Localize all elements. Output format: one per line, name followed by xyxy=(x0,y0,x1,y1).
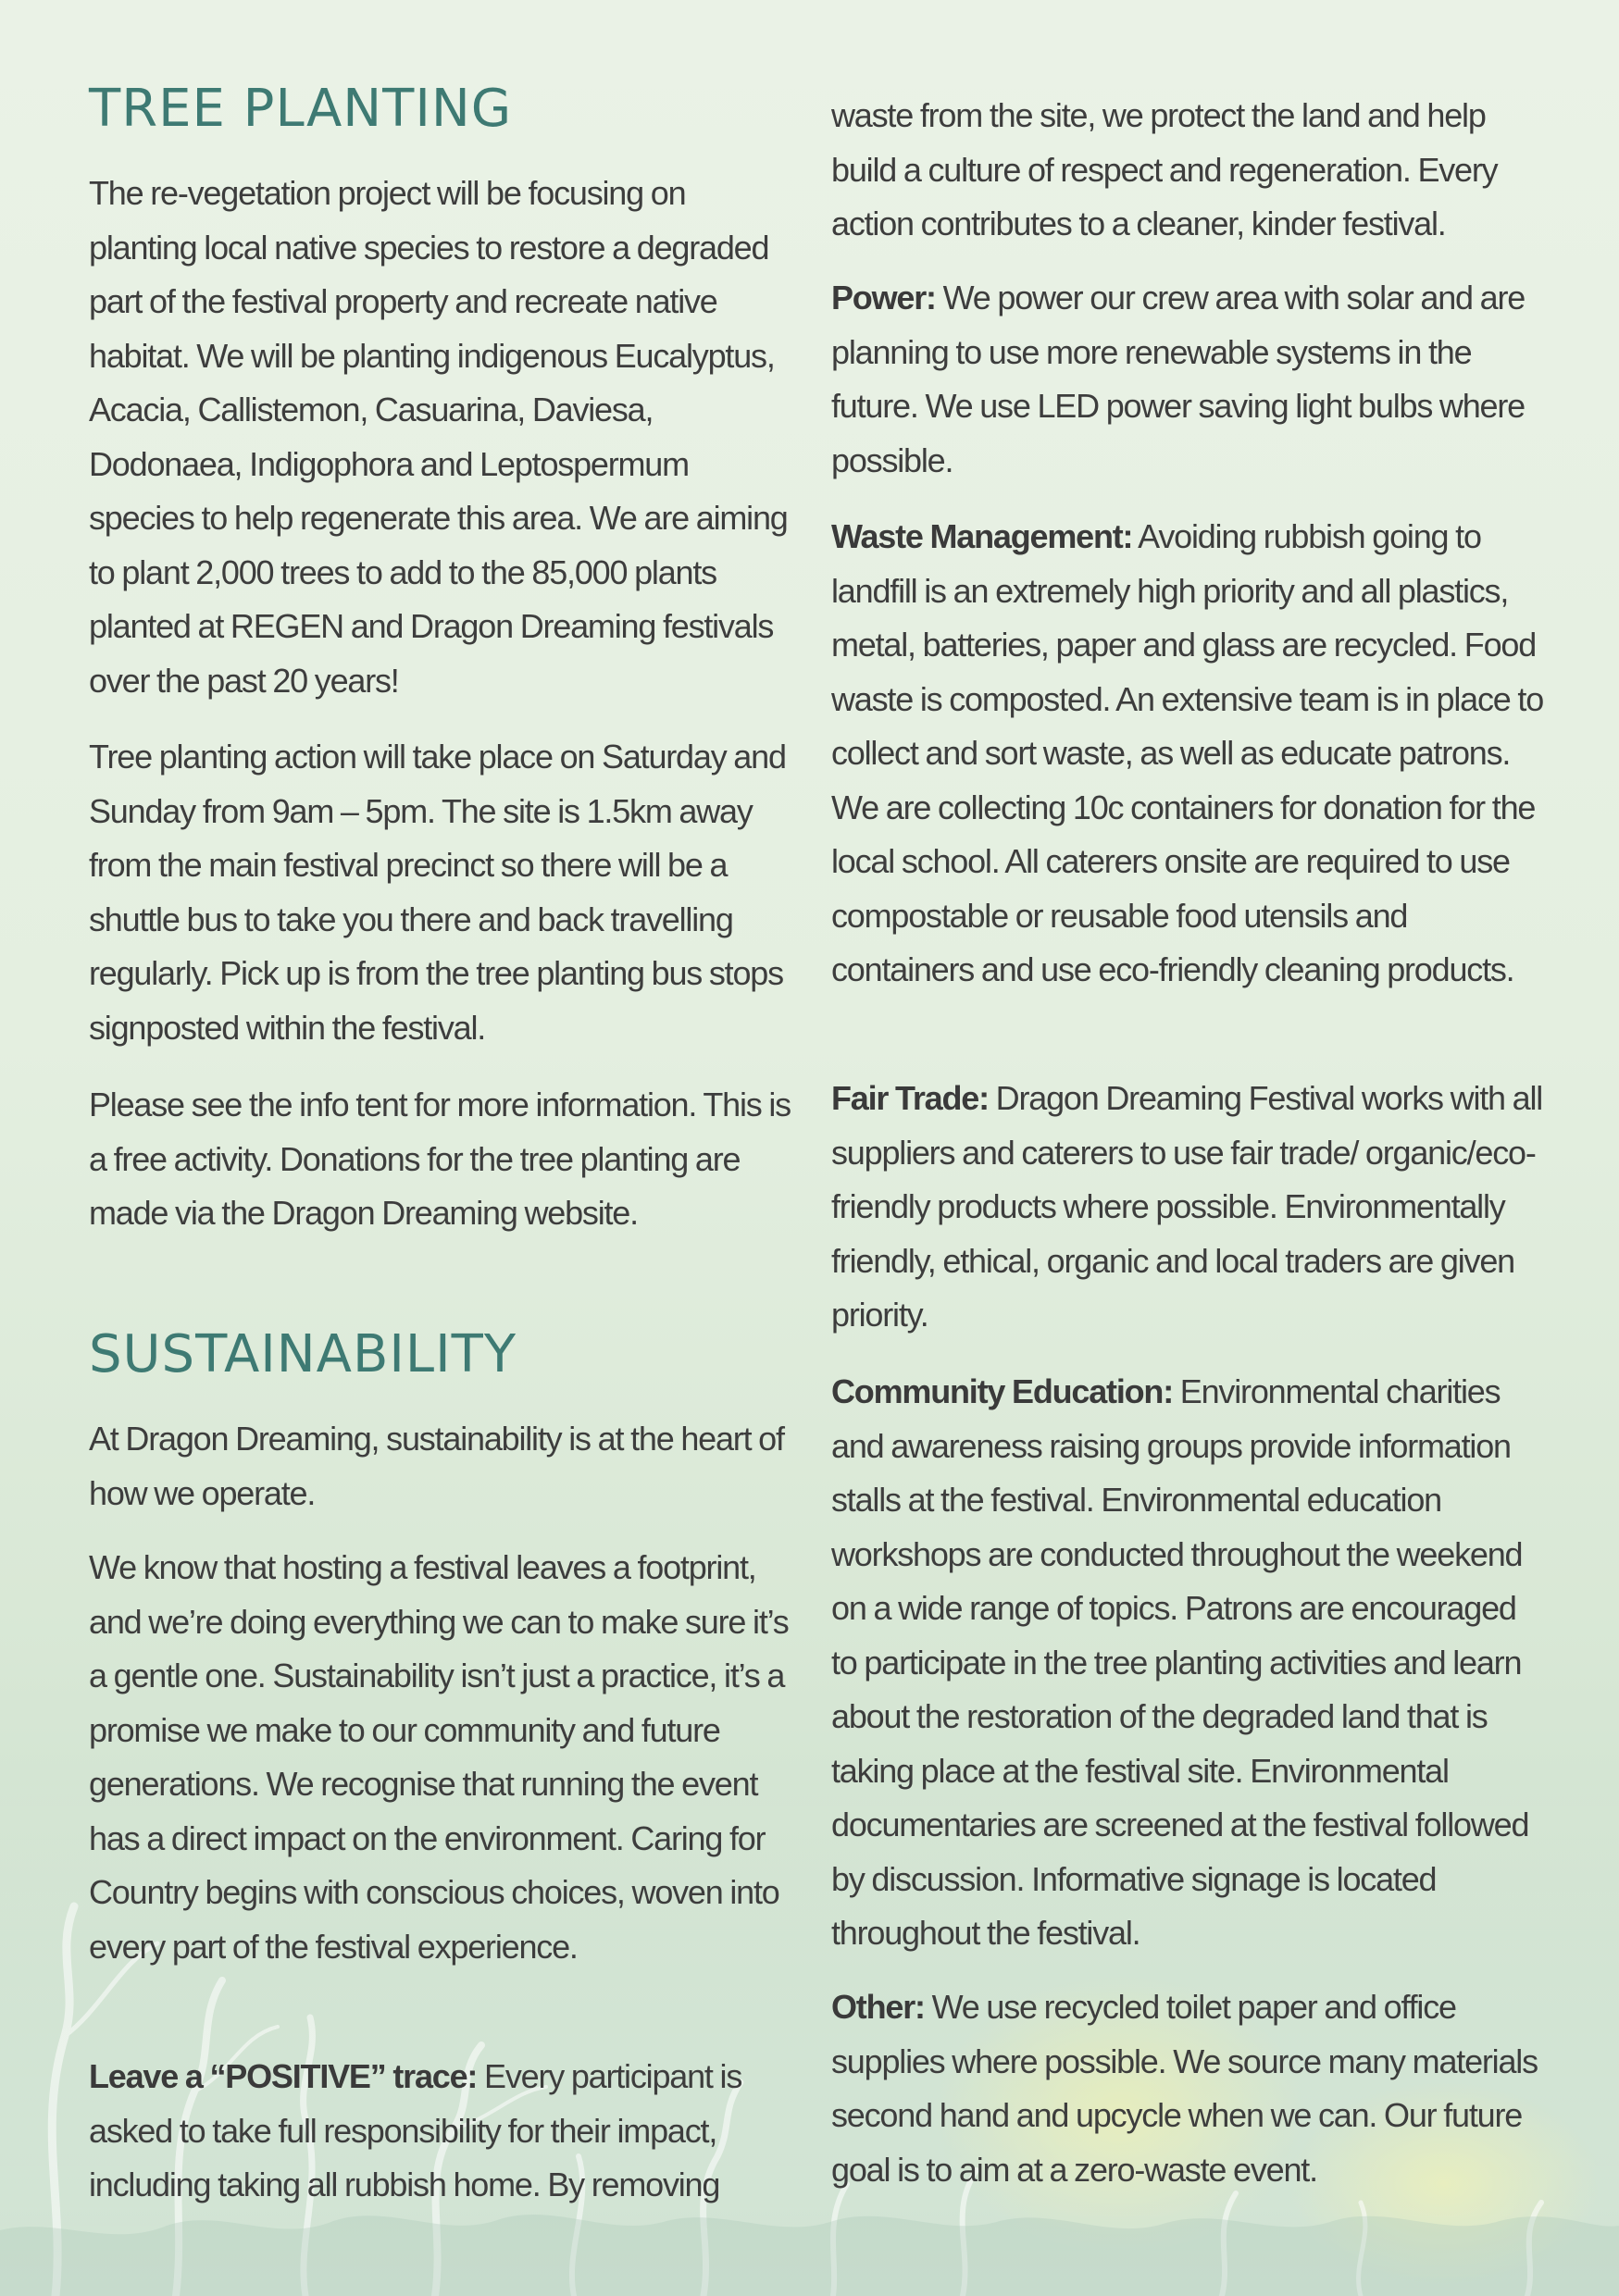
community-education-text: Environmental charities and awareness raising groups provide information stalls at the festival. Environmental education workshops are conducted throughout the weekend on a wide range of topics. Patrons are encouraged to participate in the tree planting activities and learn about the restoration of the degraded land that is taking place at the festival site. Environmental documentaries are screened at the festival followed by discussion. Informative signage is located throughout the festival. xyxy=(831,1372,1529,1952)
waste-management-paragraph xyxy=(831,510,1544,998)
sustainability-heading: SUSTAINABILITY xyxy=(89,1324,517,1384)
other-text: We use recycled toilet paper and office supplies where possible. We source many materials second hand and upcycle when we can. Our future goal is to aim at a zero-waste event. xyxy=(831,1988,1538,2189)
fair-trade-label: Fair Trade: xyxy=(831,1079,989,1117)
fair-trade-paragraph xyxy=(831,1072,1544,1343)
positive-trace-continued: waste from the site, we protect the land and help build a culture of respect and regeneration. Every action contributes to a cleaner, kinder festival. xyxy=(831,96,1498,242)
other-label: Other: xyxy=(831,1988,925,2026)
sustainability-intro: At Dragon Dreaming, sustainability is at the heart of how we operate. xyxy=(89,1420,784,1512)
power-label: Power: xyxy=(831,279,936,316)
power-text: We power our crew area with solar and are planning to use more renewable systems in the future. We use LED power saving light bulbs where possible. xyxy=(831,279,1526,479)
waste-management-label: Waste Management: xyxy=(831,517,1133,555)
positive-trace-label: Leave a “POSITIVE” trace: xyxy=(89,2057,478,2095)
community-education-paragraph xyxy=(831,1365,1544,1961)
positive-trace-text: Every participant is asked to take full responsibility for their impact, including taking all rubbish home. By removing xyxy=(89,2057,742,2203)
positive-trace-paragraph xyxy=(89,2050,792,2213)
tree-planting-paragraph-3: Please see the info tent for more information. This is a free activity. Donations for the tree planting are made via the Dragon Dreaming website. xyxy=(89,1086,791,1232)
tree-planting-paragraph-1: The re-vegetation project will be focusing on planting local native species to restore a degraded part of the festival property and recreate native habitat. We will be planting indigenous Eucalyptus, Acacia, Callistemon, Casuarina, Daviesa, Dodonaea, Indigophora and Leptospermum species to help regenerate this area. We are aiming to plant 2,000 trees to add to the 85,000 plants planted at REGEN and Dragon Dreaming festivals over the past 20 years! xyxy=(89,174,788,700)
power-paragraph xyxy=(831,271,1544,488)
tree-planting-heading: TREE PLANTING xyxy=(89,79,513,139)
fair-trade-text: Dragon Dreaming Festival works with all suppliers and caterers to use fair trade/ organic/eco-friendly products where possible. Environmentally friendly, ethical, organic and local traders are given priority. xyxy=(831,1079,1543,1334)
other-paragraph xyxy=(831,1980,1544,2197)
community-education-label: Community Education: xyxy=(831,1372,1173,1410)
waste-management-text: Avoiding rubbish going to landfill is an extremely high priority and all plastics, metal, batteries, paper and glass are recycled. Food waste is composted. An extensive team is in place to collect and sort waste, as well as educate patrons. We are collecting 10c containers for donation for the local school. All caterers onsite are required to use compostable or reusable food utensils and containers and use eco-friendly cleaning products. xyxy=(831,517,1544,988)
sustainability-paragraph: We know that hosting a festival leaves a footprint, and we’re doing everything we can to make sure it’s a gentle one. Sustainability isn’t just a practice, it’s a promise we make to our community and future generations. We recognise that running the event has a direct impact on the environment. Caring for Country begins with conscious choices, woven into every part of the festival experience. xyxy=(89,1548,789,1966)
tree-planting-paragraph-2: Tree planting action will take place on Saturday and Sunday from 9am – 5pm. The site is 1.5km away from the main festival precinct so there will be a shuttle bus to take you there and back travelling regularly. Pick up is from the tree planting bus stops signposted within the festival. xyxy=(89,738,786,1047)
